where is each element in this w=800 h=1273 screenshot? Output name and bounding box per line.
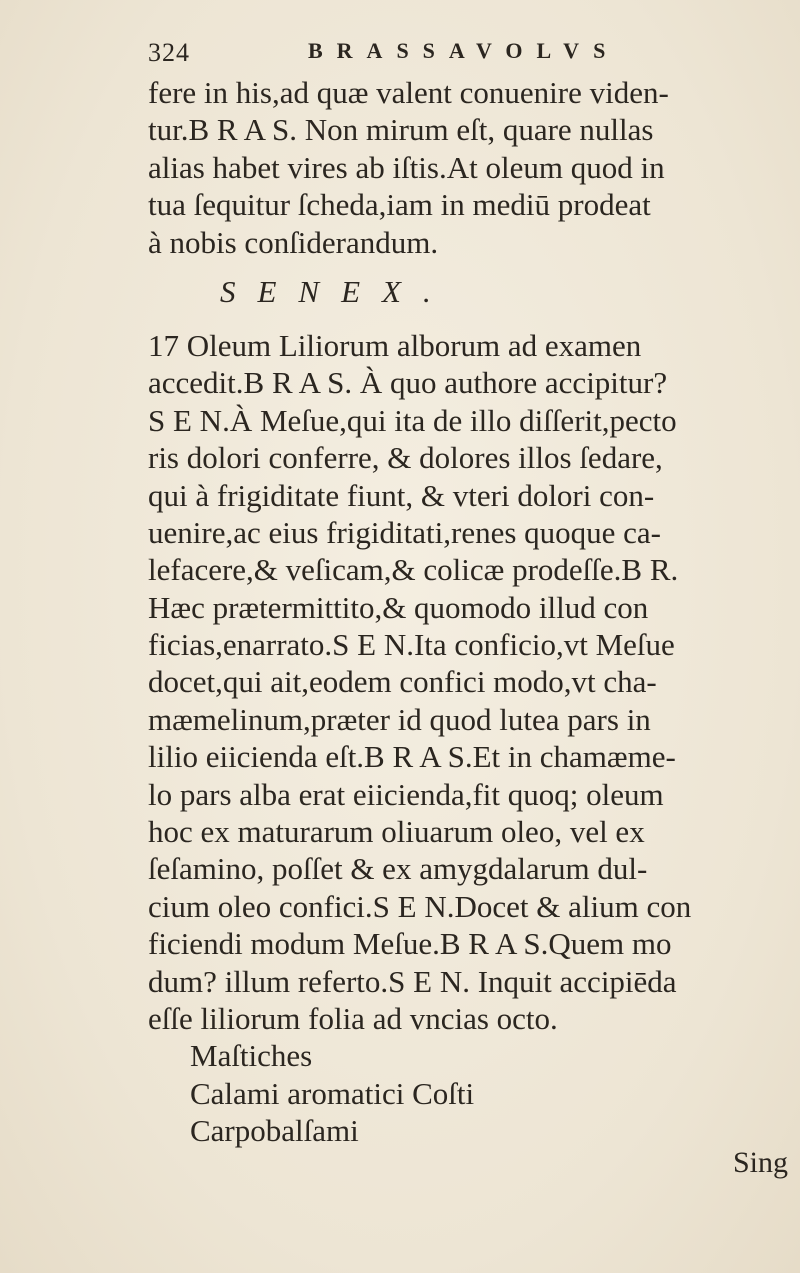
ingredient-line: Carpobalſami	[190, 1113, 359, 1149]
text-line: lilio eiicienda eſt.B R A S.Et in chamæme-	[148, 739, 676, 775]
text-line: tua ſequitur ſcheda,iam in mediū prodeat	[148, 187, 651, 223]
catchword: Sing	[732, 1146, 788, 1179]
page-header	[148, 34, 760, 74]
ingredient-line: Maſtiches	[190, 1038, 313, 1074]
text-line: tur.B R A S. Non mirum eſt, quare nullas	[148, 112, 654, 148]
text-line: qui à frigiditate fiunt, & vteri dolori con-	[148, 477, 655, 513]
text-line: cium oleo confici.S E N.Docet & alium con	[148, 888, 692, 924]
running-head: BRASSAVOLVS	[308, 38, 620, 63]
text-line: fere in his,ad quæ valent conuenire viden-	[148, 75, 669, 110]
text-line: uenire,ac eius frigiditati,renes quoque ca-	[148, 514, 661, 550]
text-line: à nobis conſiderandum.	[148, 224, 439, 260]
text-line: ficiendi modum Meſue.B R A S.Quem mo	[148, 926, 672, 962]
text-line: ſeſamino, poſſet & ex amygdalarum dul-	[148, 851, 648, 887]
text-line: docet,qui ait,eodem confici modo,vt cha-	[148, 664, 657, 700]
text-line: mæmelinum,præter id quod lutea pars in	[148, 701, 651, 737]
text-line: ficias,enarrato.S E N.Ita conficio,vt Meſue	[148, 627, 675, 663]
paragraph-after-speaker	[148, 327, 778, 1037]
text-line: S E N.À Meſue,qui ita de illo diſſerit,pecto	[148, 402, 677, 438]
text-line: hoc ex maturarum oliuarum oleo, vel ex	[148, 814, 645, 850]
paragraph-before-speaker	[148, 74, 778, 261]
text-line: dum? illum referto.S E N. Inquit accipiēda	[148, 963, 677, 999]
text-line: lefacere,& veſicam,& colicæ prodeſſe.B R.	[148, 552, 679, 588]
speaker-heading: SENEX.	[220, 273, 453, 309]
ingredient-list	[148, 1037, 778, 1149]
text-line: ris dolori conferre, & dolores illos ſedare,	[148, 440, 663, 476]
text-line: Hæc prætermittito,& quomodo illud con	[148, 589, 649, 625]
text-line: eſſe liliorum folia ad vncias octo.	[148, 1000, 558, 1036]
page-number: 324	[148, 38, 190, 67]
body-text	[148, 74, 778, 1150]
text-line: lo pars alba erat eiicienda,fit quoq; oleum	[148, 776, 664, 812]
ingredient-line: Calami aromatici Coſti	[190, 1075, 475, 1111]
text-line: 17 Oleum Liliorum alborum ad examen	[148, 327, 642, 363]
text-line: accedit.B R A S. À quo authore accipitur?	[148, 365, 668, 401]
text-line: alias habet vires ab iſtis.At oleum quod in	[148, 149, 665, 185]
